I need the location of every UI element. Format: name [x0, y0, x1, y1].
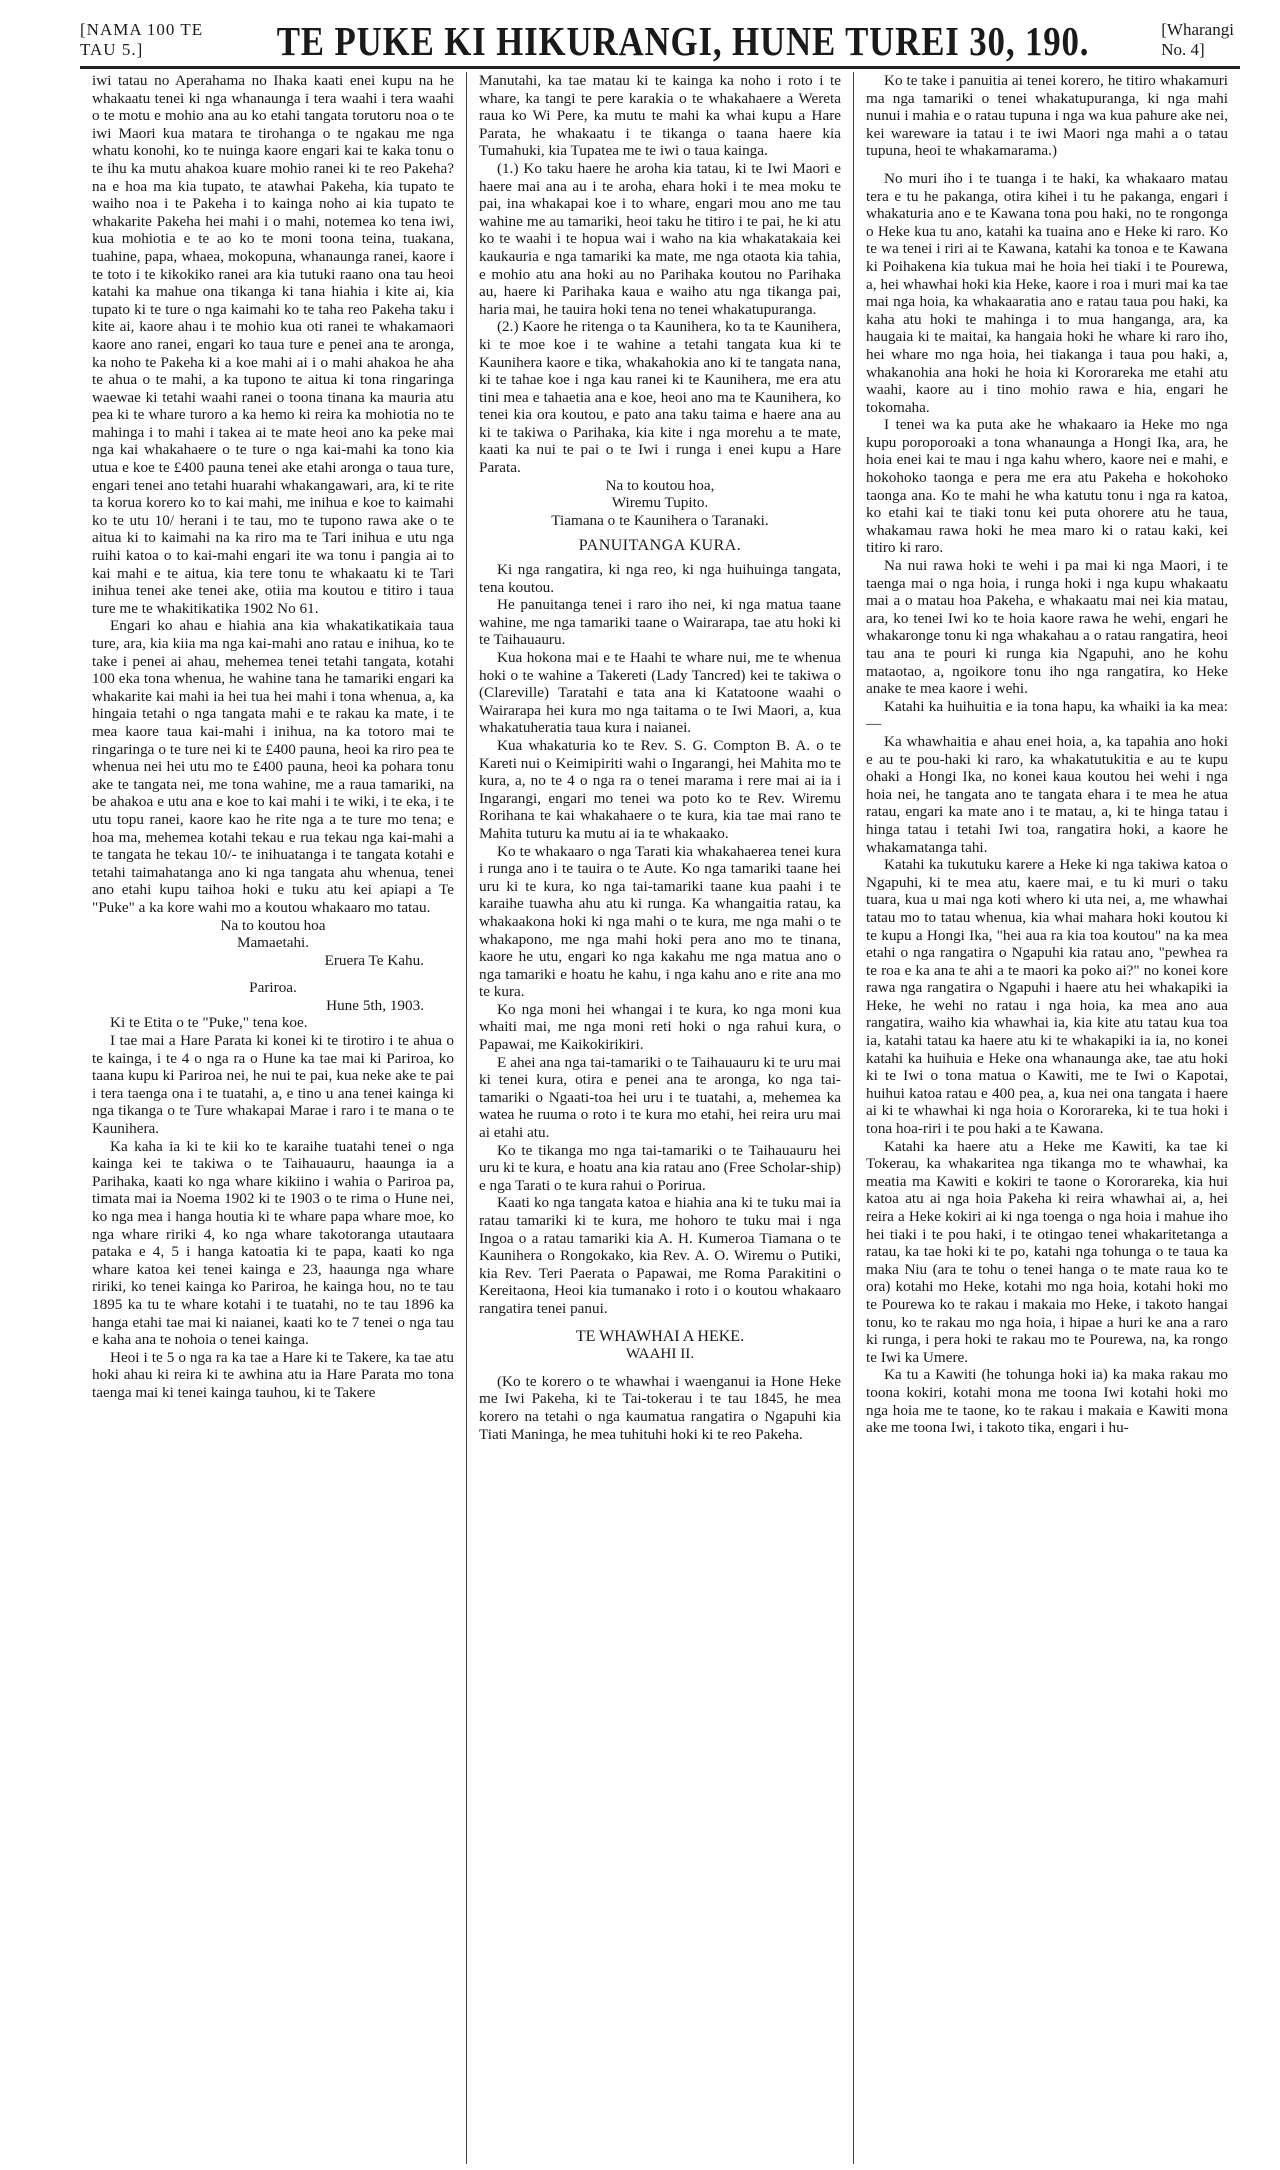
paragraph: iwi tatau no Aperahama no Ihaka kaati enei kupu na he whakaatu tenei ki nga whanaunga i tera waahi i tera waahi o te motu e mohio ana au ko etahi tangata torutoru noa o te iwi Maori kua matara te tirohanga o te ngakau me nga whatu konohi, ko te nuinga kaore engari kai te kaka tonu o te ihu ka mutu ahakoa kuare mohio ranei ki te reo Pakeha? na e hoa ma kia tupato, te atawhai Pakeha, kia tupato te waiho noa i te Pakeha i to kainga noho ai kia tupato te whakarite Pakeha hei mahi i o mahi, notemea ko tena iwi, kua mohiotia e te ao ko te moni toona teina, tuakana, tuahine, papa, whaea, mokopuna, whanaunga ranei, kaore i te toto i te kikokiko ranei ara kia tutuki raano ona tau heoi katahi ka mahue ona tikanga ki tana hiahia i kite ai, kia tupato ki te ture o nga kaimahi ko te taha reo Pakeha taku i kite ai, kaore ahau i te mohio kua oti ranei te whakamaori kaore ano ranei, engari ko taua ture e penei ana te aronga, ka noho te Pakeha ki a koe mahi ai i o mahi ahakoa he aha te ahua o te mahi, a ka tupono te aitua ki tona ringaringa waewae ki tetahi waahi ranei o toona tinana ka mauria atu pea ki te whare turoro a ka hemo ki reira ka mohiotia no te mahinga i to mahi i takea ai te mate heoi ano ka peke mai nga kai whakahaere o te ture o nga kai-mahi ka tono kia utua e koe te £400 pauna tenei ake etahi aronga o taua ture, engari tenei ano tetahi huarahi whakangawari, ara, ki te rite ta korua korero ko to kai mahi, me inihua e koe to kaimahi ko te utu 10/ herani i te tau, mo te tupono rawa ake o te aitua ki to kaimahi na ka riro ma te Tari inihua e utu nga ruihi katoa o to kai-mahi engari ite wa tonu i pangia ai to kai mahi e te aitua, kia tere tonu te whakaatu ki te Tari inihua tenei ake tenei ake, otiia ma koutou e titiro i taua ture me te whakitikatika 1902 No 61.	[92, 72, 454, 617]
section-subheading: WAAHI II.	[625, 1345, 695, 1363]
paragraph: Ko te whakaaro o nga Tarati kia whakahaerea tenei kura i runga ano i te tauira o te Aute. Ko nga tamariki taane hei uru ki te kura, ko nga tai-tamariki taane kua paahi i te karaihe tuawha ahu atu ki runga. Ka whangaitia ratau, ka whakaakona hoki ki nga mahi o te kura, me nga mahi o te whakapono, me nga mahi hoki pera ano mo te tinana, kaore he utu, engari ko nga kakahu me nga matua ano o nga tamariki e hoatu he kahu, i nga kahu ano e rite ana mo te kura.	[479, 842, 841, 1001]
signature-line: Na to koutou hoa	[220, 916, 326, 934]
paragraph: I tenei wa ka puta ake he whakaaro ia Heke mo nga kupu poroporoaki a tona whanaunga a Hongi Ika, ara, he hoia enei kai te mau i nga kahu whero, kaore nei e mahi, e hokohoko taonga e pera me era atu Pakeha e hokohoko taonga ana. Ko te mahi he wha katutu tonu i nga ra katoa, ko etahi kai te tiaki tonu kei puta ohorere atu he taua, whakamau rawa hoki he mea maro ki o ratau kaki, kei titiro ki raro.	[866, 416, 1228, 557]
issue-number: [NAMA 100 TE TAU 5.]	[80, 20, 204, 59]
paragraph: Ki nga rangatira, ki nga reo, ki nga huihuinga tangata, tena koutou.	[479, 561, 841, 596]
page-number: [Wharangi No. 4]	[1161, 20, 1234, 59]
signature-title: Tiamana o te Kaunihera o Taranaki.	[551, 511, 769, 529]
letter-place: Pariroa.	[249, 979, 297, 997]
paragraph: Ko nga moni hei whangai i te kura, ko nga moni kua whaiti mai, me nga moni reti hoki o nga rahui kura, o Papawai, me Kaikokirikiri.	[479, 1000, 841, 1054]
paragraph: Ka tu a Kawiti (he tohunga hoki ia) ka maka rakau mo toona kokiri, kotahi mona me toona Iwi kotahi hoki mo nga hoia me te taone, ko te rakau i makaia e Kawiti mona ake me toona Iwi, i takoto tika, engari i hu-	[866, 1366, 1228, 1437]
signature-line: Mamaetahi.	[236, 934, 310, 952]
paragraph: Katahi ka haere atu a Heke me Kawiti, ka tae ki Tokerau, ka whakaritea nga tikanga mo te whawhai, ka meatia ma Kawiti e kokiri te taone o Kororareka, kia hui katoa atu ai nga hoia Pakeha ki reira whawhai ai, a, hei reira a Heke kokiri ai ki nga toenga o nga hoia i mahue iho hei tiaki i te pou haki, i te otingao tenei whakaritetanga a ratau, ka tae hoki ki te po, katahi nga tohunga o te taua ka maka Niu (ara te tohu o tenei hanga o te mate raua ko te ora) kotahi mo Heke, kotahi mo nga hoia, kotahi hoki mo te Pourewa ko te rakau i makaia mo Heke, i takoto hangai tonu, ko te rakau mo nga hoia, i hipae a huri ke ana a raro ki runga, i pera hoki te rakau mo te Pourewa, na, ka rongo te Iwi ka Umere.	[866, 1137, 1228, 1366]
paragraph: Engari ko ahau e hiahia ana kia whakatikatikaia taua ture, ara, kia kiia ma nga kai-mahi ano ratau e inihua, ko te take i penei ai ahau, mehemea tenei tetahi tangata, kotahi 100 eka tona whenua, he wahine tana he tamariki engari ka whakarite kai mahi ia hei tua hei mahi i tona whenua, a, ka hingaia tetahi o nga tangata mahi e te rakau ka mate, i te mea kaore taua kai-mahi i inihua, na ka totoro mai te ringaringa o te ture nei ki te £400 pauna, heoi ka riro pea te whenua nei hei utu mo te £400 pauna, heoi ka pohara tonu ake te tangata nei, me tona wahine, me a raua tamariki, na be ahakoa e utu ana e koe to kai mahi i te wiki, i te eka, i te utu topu ranei, kaore kao he rite nga a te ture mo tena; e hoa ma, mehemea kotahi tekau e rua tekau nga kai-mahi a te tangata he tekau 10/- te inihuatanga i te tangata kotahi e tetahi taimahatanga ano ki nga tangata ahu whenua, tenei ano etahi kupu taihoa hoki e tuku atu kei apiapi a Te "Puke" a ka kore wahi mo a koutou whakaaro mo tatau.	[92, 617, 454, 916]
paragraph: Ka whawhaitia e ahau enei hoia, a, ka tapahia ano hoki e au te pou-haki ki raro, ka whakatutukitia e au te kupu ohaki a Hongi Ika, no konei kaua koutou hei wehi i nga hoia nei, he tangata ano te tangata ehara i te mea he atua ratau, engari ka mate ano i te matau, a, ki te hinga tatau i hinga tatau i tetahi Iwi toa, rangatira hoki, a kaore he whakamatanga tahi.	[866, 732, 1228, 856]
paragraph: He panuitanga tenei i raro iho nei, ki nga matua taane wahine, me nga tamariki taane o Wairarapa, tae atu hoki ki te Taihauauru.	[479, 596, 841, 649]
paragraph: Manutahi, ka tae matau ki te kainga ka noho i roto i te whare, ka tangi te pere karakia o te whakahaere a Wereta raua ko Wi Pere, ka mutu te mahi ka whai kupu a Hare Parata, he whakaatu i te tikanga o taana haere kia Tumahuki, kia Tupatea me te iwi o taua kainga.	[479, 72, 841, 160]
signature-name: Eruera Te Kahu.	[324, 951, 424, 969]
paragraph: (1.) Ko taku haere he aroha kia tatau, ki te Iwi Maori e haere mai ana au i te aroha, ehara hoki i te mea moku te pai, ina whakapai koe i to whare, engari mou ano me tau wahine me au tamariki, heoi taku he titiro i te pai, he ki atu ko te waahi i te hopua wai i waho na kia whakatakaia kei kaukauria e nga tamariki ka mate, me nga otaota kia tahia, e mohio atu ana hoki au no Parihaka koutou no Parihaka au, haere ki Parihaka kaua e waiho atu nga tikanga pai, haria mai, he tauira hoki tena no tenei whakatupuranga.	[479, 159, 841, 318]
paragraph: Na nui rawa hoki te wehi i pa mai ki nga Maori, i te taenga mai o nga hoia, i runga hoki i nga kupu whakaatu mai a o matau hoa Pakeha, e whakaatu mai nei kia matau, ara, ko tenei Iwi ko te hoia kaore rawa he wehi, engari he whakaronge tonu ki nga whakahau a o ratau rangatira, heoi tau ana te pouri ki runga kia Ngapuhi, ano he kohu mataotao, a, ngoikore tonu iho nga rangatira, ko Heke anake te mea kaore i wehi.	[866, 557, 1228, 698]
column-1	[80, 72, 466, 2164]
letter-date: Hune 5th, 1903.	[326, 996, 424, 1014]
newspaper-title: TE PUKE KI HIKURANGI, HUNE TUREI 30, 190.	[276, 18, 1090, 64]
paragraph: Kua whakaturia ko te Rev. S. G. Compton B. A. o te Kareti nui o Keimipiriti wahi o Ingarangi, hei Mahita mo te kura, a, no te 4 o nga ra o tenei marama i rere mai ai ia i Ingarangi, engari mo tenei wa poto ko te Rev. Wiremu Rorihana te kai whakahaere o te kura, kia tae mai rano te Mahita tuturu ka mutu ai ia te whakaako.	[479, 736, 841, 842]
paragraph: Ko te tikanga mo nga tai-tamariki o te Taihauauru hei uru ki te kura, e hoatu ana kia ratau ano (Free Scholar-ship) e nga Tarati o te kura rahui o Porirua.	[479, 1141, 841, 1194]
paragraph: Kua hokona mai e te Haahi te whare nui, me te whenua hoki o te wahine a Takereti (Lady Tancred) kei te takiwa o (Clareville) Taratahi e tata ana ki Katatoone waahi o Wairarapa hei kura mo nga taitama o te Iwi Maori, a, kua whakatuheratia taua kura i naianei.	[479, 649, 841, 737]
paragraph: Ka kaha ia ki te kii ko te karaihe tuatahi tenei o nga kainga kei te takiwa o te Taihauauru, haaunga ia a Parihaka, kaati ko nga whare kikiino i wahia o Pariroa pa, timata mai ia Noema 1902 ki te 1903 o te rima o Hune nei, ko nga mea i hanga houtia ki te whare papa whare moe, ko nga whare ririki 4, ko nga whare takotoranga utautaara pataka e 4, 5 i hanga katoatia ki te papa, kaati ko nga whare katoa kei tenei kainga e 23, haaunga nga whare ririki, ko tenei kainga ko Pariroa, he kainga hou, no te tau 1895 ka tu te whare kotahi i te tuatahi, no te tau 1896 ka hanga etahi tae mai ki naianei, kaati ko te 7 tenei o nga tau e kaha ana te nohoia o tenei kainga.	[92, 1137, 454, 1349]
masthead	[80, 10, 1240, 69]
paragraph: Ko te take i panuitia ai tenei korero, he titiro whakamuri ma nga tamariki o tenei whakatupuranga, ki nga mahi nunui i mahia e o ratau tupuna i nga wa kua pahure ake nei, kei wareware ia tatau i te iwi Maori nga mahi a o tatau tupuna, heoi te whakamarama.)	[866, 72, 1228, 160]
letter-salutation: Ki te Etita o te "Puke," tena koe.	[110, 1014, 308, 1032]
column-3	[853, 72, 1240, 2164]
paragraph: Katahi ka tukutuku karere a Heke ki nga takiwa katoa o Ngapuhi, ki te mea atu, kaere mai, e tu ki muri o taku tuara, kua u mai nga koti whero ki uta nei, a, me whawhai tatau mo to tatau whenua, kia whai mahara hoki koutou ki te kupu a Hongi Ika, "hei aua ra kia toa koutou" na ka mea etahi o nga rangatira o Ngapuhi kia ratau ano, "pewhea ra te roa e ka ana te ahi a te maori ka poko ai?" no konei kore rawa nga rangatira o Ngapuhi i haere atu hei whakapiki ia Heke, he wehi no ratau i nga hoia, ka mea ano aua rangatira, waiho kia whawhai ia, kia kite atu tatau kua toa ia, katahi tatau ka haere atu ki te whakapiki ia ia, no konei katahi ka huihuia e Heke ona whanaunga ake, tae atu hoki ki te Iwi o tona matua o Kawiti, me te Iwi o Kapotai, huihui katoa ratau e 400 pea, a, kua nei ona tangata i haere ai ki te whawhai ki nga hoia o Kororareka, ki te tua hoki i tona hoa-riri i te pou haki a te Kawana.	[866, 856, 1228, 1138]
paragraph: No muri iho i te tuanga i te haki, ka whakaaro matau tera e tu he pakanga, otira kihei i tu he pakanga, engari i whakaturia ano e te Kawana tona pou haki, no te rongonga o Heke kua tu ano, katahi ka tuaina ano e Heke ki raro. Ko te wa tenei i riri ai te Kawana, katahi ka tonoa e te Kawana ki Poihakena kia tukua mai he hoia hei tiaki i te Pourewa, a, hei whawhai hoki kia Heke, kaore i roa i muri mai ka tae mai nga hoia, ka whakaaratia ano e ratau taua pou haki, ka kaha atu hoki te mahinga i to mua hanganga, ara, ka haugaia ki te maitai, ka hangaia hoki he whare ki raro iho, hei whare mo nga hoia, hei tiakanga i taua pou haki, a, whakanohia ana hoki he hoia ki Kororareka me etahi atu waahi, kaore au i tino mohio rawa e hia, engari he tokomaha.	[866, 169, 1228, 416]
paragraph: I tae mai a Hare Parata ki konei ki te tirotiro i te ahua o te kainga, i te 4 o nga ra o Hune ka tae mai ki Pariroa, ko taana kupu ki Pariroa nei, he nui te pai, kua neke ake te pai i tera taenga ona i te tuatahi, a, e tino u ana tenei kainga ki nga tikanga o te Ture whakapai Marae i raro i te mana o te Kaunihera.	[92, 1032, 454, 1138]
paragraph: E ahei ana nga tai-tamariki o te Taihauauru ki te uru mai ki tenei kura, otira e penei ana te aronga, ko nga tai-tamariki o Ngaati-toa hei uru i te tuatahi, a, mehemea ka watea he ruuma o roto i te kura mo etahi, hei reira uru mai ai etahi atu.	[479, 1053, 841, 1142]
article-columns	[80, 72, 1240, 2164]
paragraph: Katahi ka huihuitia e ia tona hapu, ka whaiki ia ka mea:—	[866, 697, 1228, 733]
paragraph: (Ko te korero o te whawhai i waenganui ia Hone Heke me Iwi Pakeha, ki te Tai-tokerau i te tau 1845, he mea korero na tetahi o nga kaumatua rangatira o Ngapuhi kia Tiati Maninga, he mea tuhituhi hoki ki te reo Pakeha.	[479, 1372, 841, 1443]
column-2	[466, 72, 853, 2164]
paragraph: Kaati ko nga tangata katoa e hiahia ana ki te tuku mai ia ratau tamariki ki te kura, me hohoro te tuku mai i nga Ingoa o a ratau tamariki kia A. H. Kumeroa Tiamana o te Kaunihera o Rongokako, kia Rev. A. O. Wiremu o Putiki, kia Rev. Teri Paerata o Papawai, me Roma Parakitini o Kereitaona, Heoi kia tumanako i roto i o koutou whakaaro rangatira tenei panui.	[479, 1194, 841, 1317]
section-heading: PANUITANGA KURA.	[578, 537, 742, 555]
paragraph: (2.) Kaore he ritenga o ta Kaunihera, ko ta te Kaunihera, ki te moe koe i te wahine a tetahi tangata kua ki te Kaunihera kaore e tika, whakahokia ano ki te tangata nana, ki te tahae koe i nga kau ranei ki te Kaunihera, me era atu tini mea e tahaetia ana e koe, heoi ano ma te Kaunihera, ko tenei kia ora koutou, e pato ana taku taima e haere ana au ki te takiwa o Parihaka, kia kite i nga morehu a te mate, kaati ka nui te pai o te Iwi i runga i enei kupu a Hare Parata.	[479, 318, 841, 477]
signature-name: Wiremu Tupito.	[611, 494, 709, 512]
paragraph: Heoi i te 5 o nga ra ka tae a Hare ki te Takere, ka tae atu hoki ahau ki reira ki te awhina atu ia Hare Parata mo tona taenga mai ki tenei kainga tauhou, ki te Takere	[92, 1348, 454, 1401]
section-heading: TE WHAWHAI A HEKE.	[575, 1327, 745, 1345]
signature-line: Na to koutou hoa,	[605, 476, 715, 494]
